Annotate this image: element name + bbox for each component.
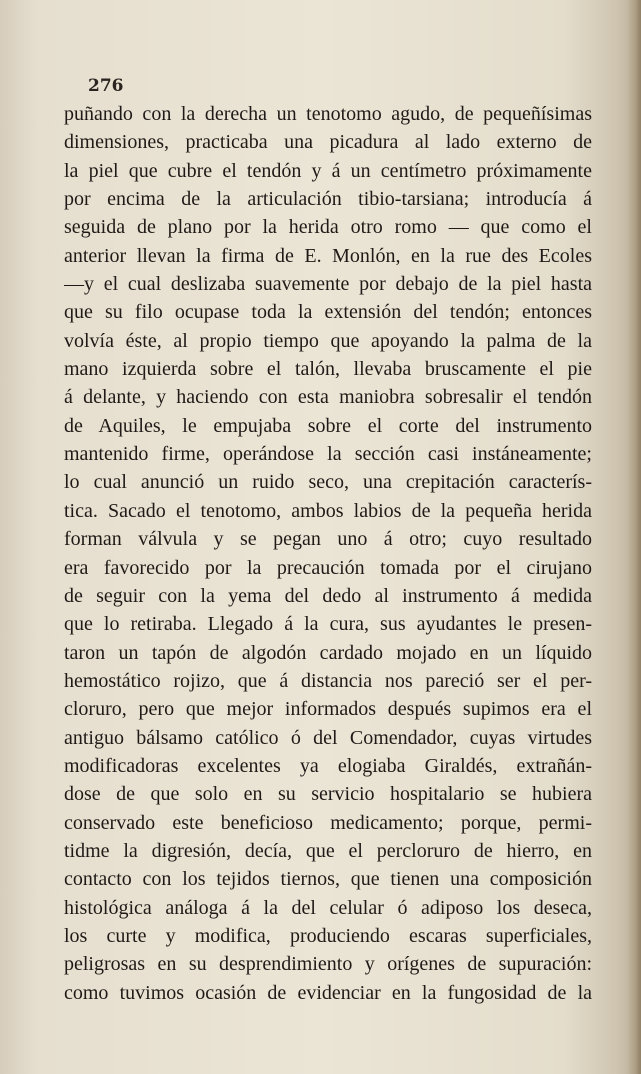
text-line: anterior llevan la firma de E. Monlón, en la rue des Ecoles <box>64 244 592 267</box>
text-line: que su filo ocupase toda la extensión del tendón; entonces <box>64 301 592 324</box>
text-line: dimensiones, practicaba una picadura al lado externo de <box>64 131 592 154</box>
text-line: —y el cual deslizaba suavemente por debajo de la piel hasta <box>64 273 592 296</box>
text-line: mano izquierda sobre el talón, llevaba bruscamente el pie <box>64 358 592 381</box>
text-line: dose de que solo en su servicio hospitalario se hubiera <box>64 783 592 806</box>
text-line: hemostático rojizo, que á distancia nos pareció ser el per- <box>64 669 592 692</box>
page-edge-shadow <box>627 0 641 1074</box>
text-line: contacto con los tejidos tiernos, que tienen una composición <box>64 868 592 891</box>
text-line: lo cual anunció un ruido seco, una crepitación caracterís- <box>64 471 592 494</box>
text-line: cloruro, pero que mejor informados después supimos era el <box>64 698 592 721</box>
text-line: puñando con la derecha un tenotomo agudo, de pequeñísimas <box>64 103 592 125</box>
text-line: forman válvula y se pegan uno á otro; cuyo resultado <box>64 528 592 551</box>
text-line: los curte y modifica, produciendo escaras superficiales, <box>64 924 592 947</box>
text-line: peligrosas en su desprendimiento y orígenes de supuración: <box>64 953 592 976</box>
text-line: tidme la digresión, decía, que el percloruro de hierro, en <box>64 839 592 862</box>
text-line: que lo retiraba. Llegado á la cura, sus ayudantes le presen- <box>64 613 592 636</box>
text-line: histológica análoga á la del celular ó adiposo los deseca, <box>64 896 592 919</box>
text-line: seguida de plano por la herida otro romo — que como el <box>64 216 592 239</box>
text-line: conservado este beneficioso medicamento; porque, permi- <box>64 811 592 834</box>
text-line: la piel que cubre el tendón y á un centímetro próximamente <box>64 159 592 182</box>
body-text <box>64 100 592 1007</box>
text-line: volvía éste, al propio tiempo que apoyando la palma de la <box>64 329 592 352</box>
text-line: á delante, y haciendo con esta maniobra sobresalir el tendón <box>64 386 592 409</box>
text-line: tica. Sacado el tenotomo, ambos labios de la pequeña herida <box>64 499 592 522</box>
text-line: de seguir con la yema del dedo al instrumento á medida <box>64 584 592 607</box>
text-line: mantenido firme, operándose la sección casi instáneamente; <box>64 443 592 466</box>
text-line: de Aquiles, le empujaba sobre el corte del instrumento <box>64 414 592 437</box>
text-line: modificadoras excelentes ya elogiaba Giraldés, extrañán- <box>64 754 592 777</box>
text-line: taron un tapón de algodón cardado mojado en un líquido <box>64 641 592 664</box>
text-line: era favorecido por la precaución tomada por el cirujano <box>64 556 592 579</box>
text-line: antiguo bálsamo católico ó del Comendador, cuyas virtudes <box>64 726 592 749</box>
text-line: por encima de la articulación tibio-tarsiana; introducía á <box>64 188 592 211</box>
page-number: 276 <box>88 76 124 96</box>
text-line: como tuvimos ocasión de evidenciar en la fungosidad de la <box>64 981 592 1004</box>
